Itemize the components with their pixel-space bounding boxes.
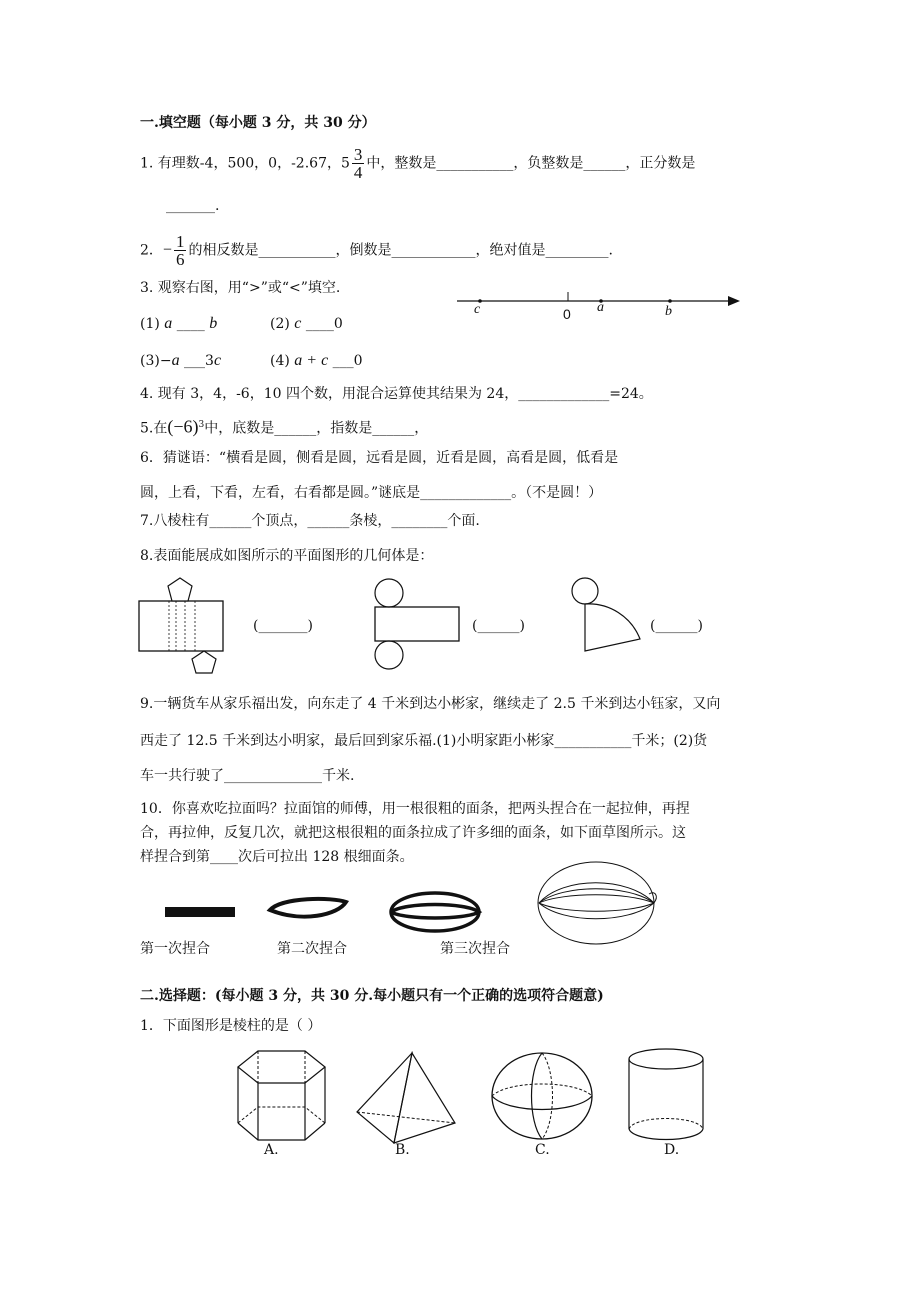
number-line-arrow-icon bbox=[728, 296, 740, 306]
section2-title: 二.选择题：(每小题 3 分，共 30 分.每小题只有一个正确的选项符合题意) bbox=[140, 988, 604, 1004]
net2-bottom-circle bbox=[375, 641, 403, 669]
q1-frac-num: 3 bbox=[353, 145, 363, 164]
option-c-label: C. bbox=[535, 1142, 550, 1158]
net2-lateral-rect bbox=[375, 607, 459, 641]
q4-line: 4. 现有 3，4，-6，10 四个数，用混合运算使其结果为 24，_____________=24。 bbox=[140, 386, 653, 402]
noodle-thick-bar bbox=[165, 907, 235, 917]
option-b-label: B. bbox=[395, 1142, 410, 1158]
q8-line: 8.表面能展成如图所示的平面图形的几何体是： bbox=[140, 548, 434, 564]
q3-sub2-num: (2) bbox=[270, 316, 290, 332]
option-a-hexagonal-prism bbox=[230, 1045, 335, 1150]
q3-sub2-blank: ____0 bbox=[305, 316, 343, 332]
prism-bottom-hidden bbox=[238, 1107, 325, 1123]
pyramid-hidden-edge bbox=[357, 1112, 455, 1123]
net3-base-circle bbox=[572, 578, 598, 604]
q3-sub2-var-c: c bbox=[294, 315, 302, 332]
number-line-label-c: c bbox=[474, 302, 481, 317]
q2-fraction bbox=[174, 233, 187, 268]
q1-line2: _______. bbox=[166, 198, 220, 214]
q3-sub1-var-b: b bbox=[209, 315, 218, 332]
option-b-pyramid bbox=[352, 1050, 462, 1150]
q3-sub1-var-a: a bbox=[164, 315, 173, 332]
option-d-cylinder bbox=[622, 1045, 712, 1145]
noodle-step3 bbox=[385, 888, 485, 938]
cylinder-bottom-back bbox=[629, 1119, 703, 1130]
net3-sector bbox=[585, 604, 640, 651]
net1-answer-blank: (_______) bbox=[253, 618, 313, 634]
q10-line3: 样捏合到第____次后可拉出 128 根细面条。 bbox=[140, 849, 414, 865]
sphere-equator-front bbox=[492, 1096, 592, 1110]
q3-sub3-num: (3)− bbox=[140, 353, 172, 369]
q6-line2: 圆，上看，下看，左看，右看都是圆。”谜底是_____________。（不是圆！） bbox=[140, 485, 603, 501]
prism-bottom-front bbox=[238, 1123, 325, 1140]
q9-line2: 西走了 12.5 千米到达小明家，最后回到家乐福.(1)小明家距小彬家___________千米；(2)货 bbox=[140, 733, 708, 749]
cylinder-top bbox=[629, 1049, 703, 1069]
pyramid-front-face bbox=[357, 1053, 412, 1143]
q2-text-a: 2． bbox=[140, 242, 163, 259]
q9-line3: 车一共行驶了______________千米. bbox=[140, 768, 355, 784]
q3-sub-4 bbox=[270, 351, 363, 371]
net2-top-circle bbox=[375, 579, 403, 607]
noodle-strand bbox=[539, 883, 654, 903]
q3-text: 3. 观察右图，用“>”或“<”填空. bbox=[140, 280, 341, 296]
q2-frac-num: 1 bbox=[175, 232, 185, 251]
q3-sub-3 bbox=[140, 351, 221, 371]
q3-sub3-blank: ___3 bbox=[184, 353, 214, 369]
prism-top-face bbox=[238, 1051, 325, 1083]
net1-top-pentagon bbox=[168, 578, 192, 601]
net3-answer-blank: (______) bbox=[650, 618, 703, 634]
q5-line bbox=[140, 415, 428, 439]
q5-expr-base: (−6) bbox=[167, 416, 199, 437]
q3-sub1-num: (1) bbox=[140, 316, 160, 332]
noodle-strand bbox=[539, 895, 654, 903]
sphere-outline bbox=[492, 1053, 592, 1139]
q3-sub1-blank: ____ bbox=[176, 316, 205, 332]
section1-title: 一.填空题（每小题 3 分，共 30 分） bbox=[140, 115, 376, 131]
sphere-meridian-front bbox=[532, 1053, 543, 1139]
net-cone bbox=[565, 575, 645, 655]
noodle-label-3: 第三次捏合 bbox=[440, 941, 510, 957]
noodle-step1 bbox=[160, 903, 240, 923]
sphere-equator-back bbox=[492, 1084, 592, 1096]
noodle-outer bbox=[391, 893, 479, 931]
q9-line1: 9.一辆货车从家乐福出发，向东走了 4 千米到达小彬家，继续走了 2.5 千米到达小钰家，又向 bbox=[140, 696, 721, 712]
q10-line1: 10．你喜欢吃拉面吗？拉面馆的师傅，用一根很粗的面条，把两头捏合在一起拉伸，再捏 bbox=[140, 801, 690, 817]
net-pentagonal-prism bbox=[135, 575, 230, 677]
net1-bottom-pentagon bbox=[192, 651, 216, 673]
net-cylinder bbox=[370, 576, 462, 672]
noodle-label-1: 第一次捏合 bbox=[140, 941, 210, 957]
q5-text-a: 5.在 bbox=[140, 420, 168, 437]
q5-text-b: 中，底数是______，指数是______， bbox=[204, 420, 429, 437]
q5-expr-exponent: 3 bbox=[198, 420, 205, 430]
q2-text-b: 的相反数是___________，倒数是____________，绝对值是_________. bbox=[188, 242, 613, 259]
q7-line: 7.八棱柱有______个顶点，______条棱，________个面. bbox=[140, 513, 480, 529]
noodle-loop bbox=[270, 899, 346, 917]
q3-sub3-var-c: c bbox=[213, 352, 222, 369]
number-line-label-b: b bbox=[665, 304, 672, 319]
q10-line2: 合，再拉伸，反复几次，就把这根很粗的面条拉成了许多细的面条，如下面草图所示。这 bbox=[140, 825, 686, 841]
q3-sub3-var-a: a bbox=[171, 352, 180, 369]
q1-text-a: 1. 有理数-4，500，0，-2.67，5 bbox=[140, 155, 350, 172]
q2-frac-den: 6 bbox=[175, 250, 185, 269]
noodle-strand bbox=[539, 903, 654, 911]
number-line-label-zero: 0 bbox=[563, 306, 571, 322]
number-line-label-a: a bbox=[597, 300, 604, 315]
q3-sub-2 bbox=[270, 314, 343, 334]
option-c-sphere bbox=[488, 1050, 598, 1145]
s2-q1-line: 1．下面图形是棱柱的是（ ） bbox=[140, 1018, 322, 1034]
pyramid-side-face bbox=[394, 1053, 455, 1143]
noodle-step4 bbox=[533, 854, 663, 954]
q1-fraction bbox=[352, 146, 365, 181]
option-d-label: D. bbox=[664, 1142, 680, 1158]
q1-line1 bbox=[140, 146, 695, 181]
q6-line1: 6．猜谜语：“横看是圆，侧看是圆，远看是圆，近看是圆，高看是圆，低看是 bbox=[140, 450, 619, 466]
noodle-strand bbox=[538, 862, 654, 944]
q3-sub-1 bbox=[140, 314, 217, 334]
noodle-label-2: 第二次捏合 bbox=[277, 941, 347, 957]
noodle-step2 bbox=[262, 893, 352, 928]
q1-frac-den: 4 bbox=[353, 163, 363, 182]
q3-sub4-expr: a + c bbox=[294, 352, 329, 369]
option-a-label: A. bbox=[264, 1142, 279, 1158]
number-line-point-b bbox=[668, 299, 672, 303]
noodle-inner bbox=[391, 905, 479, 919]
q1-text-b: 中，整数是___________，负整数是______，正分数是 bbox=[366, 155, 696, 172]
net1-lateral-rect bbox=[139, 601, 223, 651]
sphere-meridian-back bbox=[542, 1053, 553, 1139]
q3-sub4-num: (4) bbox=[270, 353, 290, 369]
q2-sign: − bbox=[162, 241, 172, 259]
q2-line bbox=[140, 233, 613, 268]
net2-answer-blank: (______) bbox=[472, 618, 525, 634]
q3-sub4-blank: ___0 bbox=[332, 353, 363, 369]
cylinder-bottom-front bbox=[629, 1129, 703, 1140]
